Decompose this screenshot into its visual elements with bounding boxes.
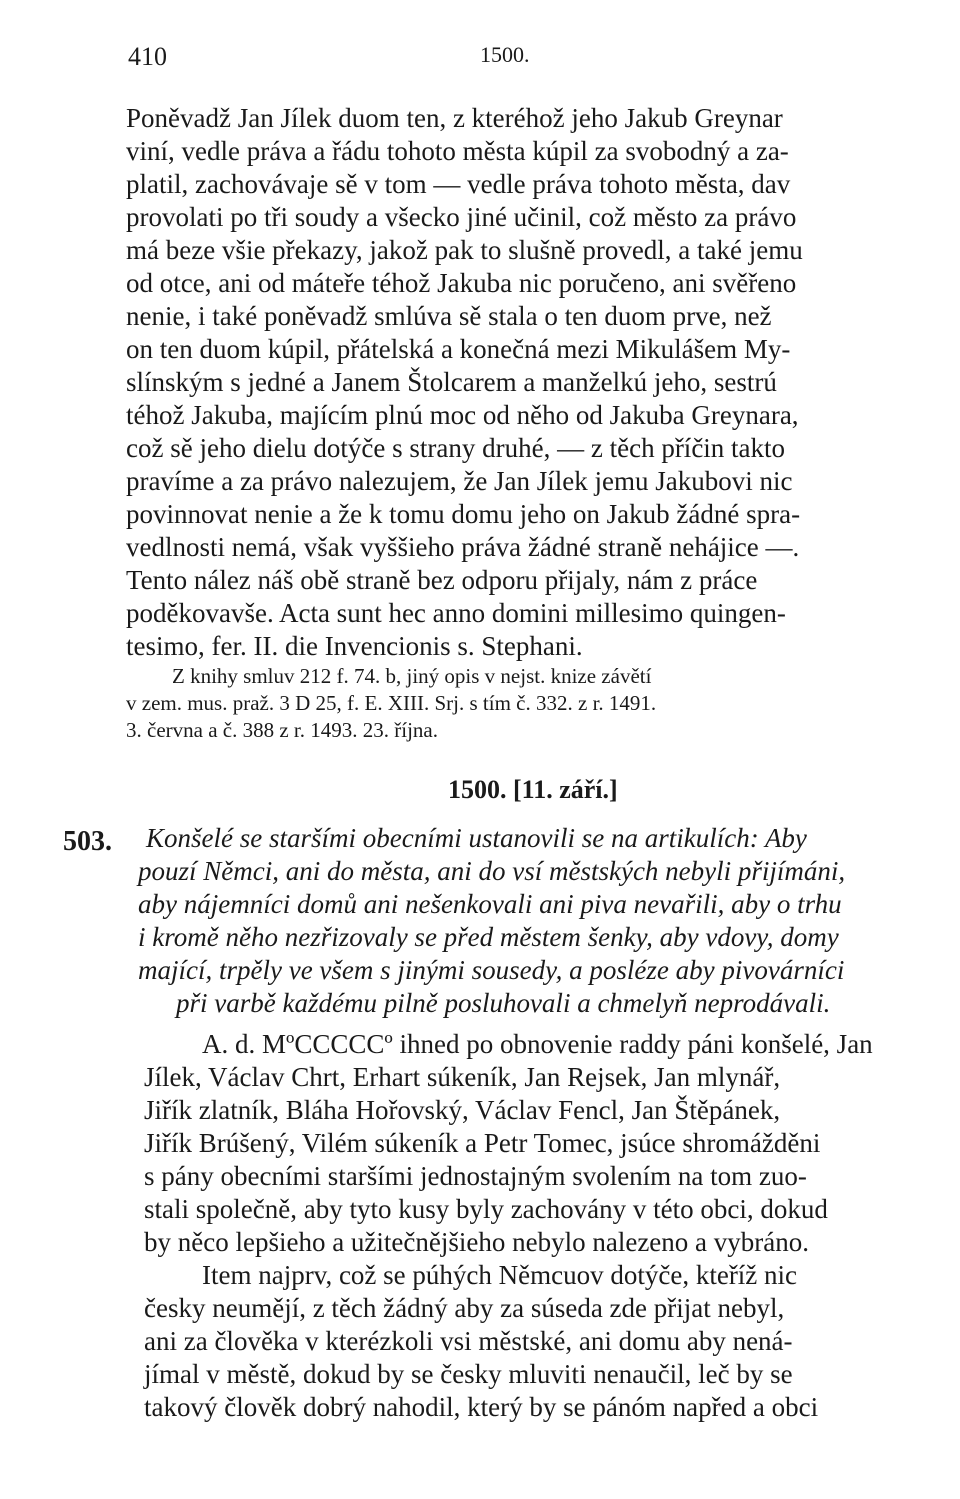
text-line: má beze všie překazy, jakož pak to slušně provedl, a také jemu	[126, 235, 803, 265]
regest-line: Konšelé se staršími obecními ustanovili se na artikulích: Aby	[146, 823, 807, 853]
text-line: vedlnosti nemá, však vyššieho práva žádné straně neháјice —.	[126, 532, 800, 562]
text-line: nenie, i také poněvadž smlúva sě stala o ten duom prve, než	[126, 301, 772, 331]
text-line: Poněvadž Jan Jílek duom ten, z kteréhož jeho Jakub Greynar	[126, 103, 783, 133]
text-line: Tento nález náš obě straně bez odporu přijaly, nám z práce	[126, 565, 758, 595]
text-line: téhož Jakuba, majícím plnú moc od něho od Jakuba Greynara,	[126, 400, 799, 430]
source-line: 3. června a č. 388 z r. 1493. 23. října.	[126, 718, 438, 742]
text-line: Jílek, Václav Chrt, Erhart súkeník, Jan Rejsek, Jan mlynář,	[144, 1062, 781, 1092]
text-line: Item najprv, což se púhých Němcuov dotýče, kteříž nic	[202, 1260, 798, 1290]
text-line: povinnovat nenie a že k tomu domu jeho on Jakub žádné spra-	[126, 499, 801, 529]
regest-line: mající, trpěly ve všem s jinými sousedy, a posléze aby pivovárníci	[138, 955, 845, 985]
regest-line: i kromě něho nezřizovaly se před městem šenky, aby vdovy, domy	[138, 922, 839, 952]
text-line: s pány obecními staršími jednostajným svolením na tom zuo-	[144, 1161, 807, 1191]
regest-line: aby nájemníci domů ani nešenkovali ani piva nevařili, aby o trhu	[138, 889, 842, 919]
running-head: 1500.	[480, 42, 530, 67]
text-line: Jiřík Brúšený, Vilém súkeník a Petr Tomec, jsúce shromážděni	[144, 1128, 821, 1158]
text-line: ani za člověka v kterézkoli vsi městské, ani domu aby nená-	[144, 1326, 793, 1356]
source-line: v zem. mus. praž. 3 D 25, f. E. XIII. Srj. s tím č. 332. z r. 1491.	[126, 691, 657, 715]
text-line: takový člověk dobrý nahodil, který by se pánóm napřed a obci	[144, 1392, 819, 1422]
section-heading: 1500. [11. září.]	[448, 775, 618, 804]
source-line: Z knihy smluv 212 f. 74. b, jiný opis v nejst. knize závětí	[172, 664, 652, 688]
text-line: poděkovavše. Acta sunt hec anno domini millesimo quingen-	[126, 598, 786, 628]
document-number: 503.	[63, 826, 112, 857]
text-line: slínským s jedné a Janem Štolcarem a manželkú jeho, sestrú	[126, 367, 777, 397]
text-line: A. d. MºCCCCCº ihned po obnovenie raddy páni konšelé, Jan	[202, 1029, 873, 1059]
text-line: stali společně, aby tyto kusy byly zachovány v této obci, dokud	[144, 1194, 828, 1224]
text-line: pravíme a za právo nalezujem, že Jan Jílek jemu Jakubovi nic	[126, 466, 793, 496]
page-header	[118, 42, 900, 82]
page-number: 410	[128, 42, 167, 71]
text-line: platil, zachovávaje sě v tom — vedle práva tohoto města, dav	[126, 169, 791, 199]
text-line: viní, vedle práva a řádu tohoto města kúpil za svobodný a za-	[126, 136, 789, 166]
regest-line: pouzí Němci, ani do města, ani do vsí městských nebyli přijímáni,	[138, 856, 846, 886]
text-line: což sě jeho dielu dotýče s strany druhé, — z těch příčin takto	[126, 433, 786, 463]
text-line: česky neumějí, z těch žádný aby za súseda zde přijat nebyl,	[144, 1293, 785, 1323]
text-line: tesimo, fer. II. die Invencionis s. Stephani.	[126, 631, 583, 661]
text-line: od otce, ani od mátеře téhož Jakuba nic poručeno, ani svěřeno	[126, 268, 797, 298]
regest-line: při varbě každému pilně posluhovali a chmelyň neprodávali.	[176, 988, 831, 1018]
text-line: by něco lepšieho a užitečnějšieho nebylo nalezeno a vybráno.	[144, 1227, 809, 1257]
text-line: on ten duom kúpil, přátelská a konečná mezi Mikulášem My-	[126, 334, 791, 364]
text-line: jímal v městě, dokud by se česky mluviti nenaučil, leč by se	[144, 1359, 793, 1389]
text-line: Jiřík zlatník, Bláha Hořovský, Václav Fencl, Jan Štěpánek,	[144, 1095, 781, 1125]
text-line: provolati po tři soudy a všecko jiné učinil, což město za právo	[126, 202, 797, 232]
